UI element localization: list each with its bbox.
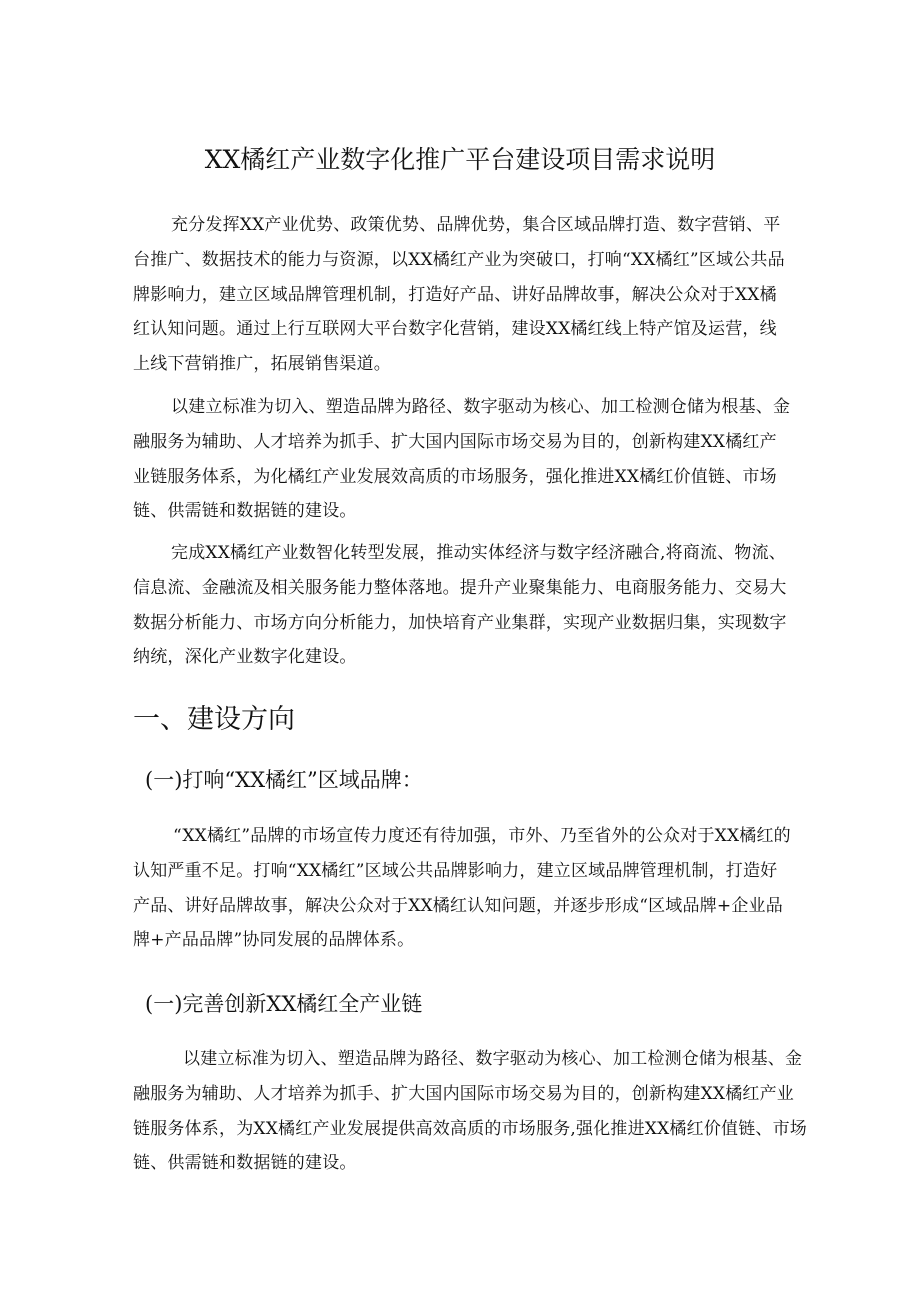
subsection-heading-industry-chain: (一)完善创新XX橘红全产业链 [145, 992, 423, 1016]
intro-paragraph-3: 完成XX橘红产业数智化转型发展，推动实体经济与数字经济融合,将商流、物流、信息流、金融流及相关服务能力整体落地。提升产业聚集能力、电商服务能力、交易大数据分析能力、市场方向分析能力，加快培育产业集群，实现产业数据归集，实现数字纳统，深化产业数字化建设。 [133, 543, 787, 668]
subsection-heading-brand: (一)打响“XX橘红”区域品牌： [145, 768, 423, 792]
subsection-paragraph-brand: “XX橘红”品牌的市场宣传力度还有待加强，市外、乃至省外的公众对于XX橘红的认知严重不足。打响“XX橘红”区域公共品牌影响力，建立区域品牌管理机制，打造好产品、讲好品牌故事，解决公众对于XX橘红认知问题，并逐步形成“区域品牌+企业品牌+产品品牌”协同发展的品牌体系。 [133, 826, 791, 951]
intro-paragraph-1: 充分发挥XX产业优势、政策优势、品牌优势，集合区域品牌打造、数字营销、平台推广、数据技术的能力与资源，以XX橘红产业为突破口，打响“XX橘红”区域公共品牌影响力，建立区域品牌管理机制，打造好产品、讲好品牌故事，解决公众对于XX橘红认知问题。通过上行互联网大平台数字化营销，建设XX橘红线上特产馆及运营，线上线下营销推广，拓展销售渠道。 [133, 215, 785, 375]
subsection-paragraph-industry-chain: 以建立标准为切入、塑造品牌为路径、数字驱动为核心、加工检测仓储为根基、金融服务为辅助、人才培养为抓手、扩大国内国际市场交易为目的，创新构建XX橘红产业链服务体系，为XX橘红产业发展提供高效高质的市场服务,强化推进XX橘红价值链、市场链、供需链和数据链的建设。 [133, 1049, 808, 1174]
document-title: XX橘红产业数字化推广平台建设项目需求说明 [204, 145, 716, 174]
intro-paragraph-2: 以建立标准为切入、塑造品牌为路径、数字驱动为核心、加工检测仓储为根基、金融服务为辅助、人才培养为抓手、扩大国内国际市场交易为目的，创新构建XX橘红产业链服务体系，为化橘红产业发展效高质的市场服务，强化推进XX橘红价值链、市场链、供需链和数据链的建设。 [133, 397, 791, 522]
section-heading-construction-direction: 一、建设方向 [133, 704, 295, 735]
